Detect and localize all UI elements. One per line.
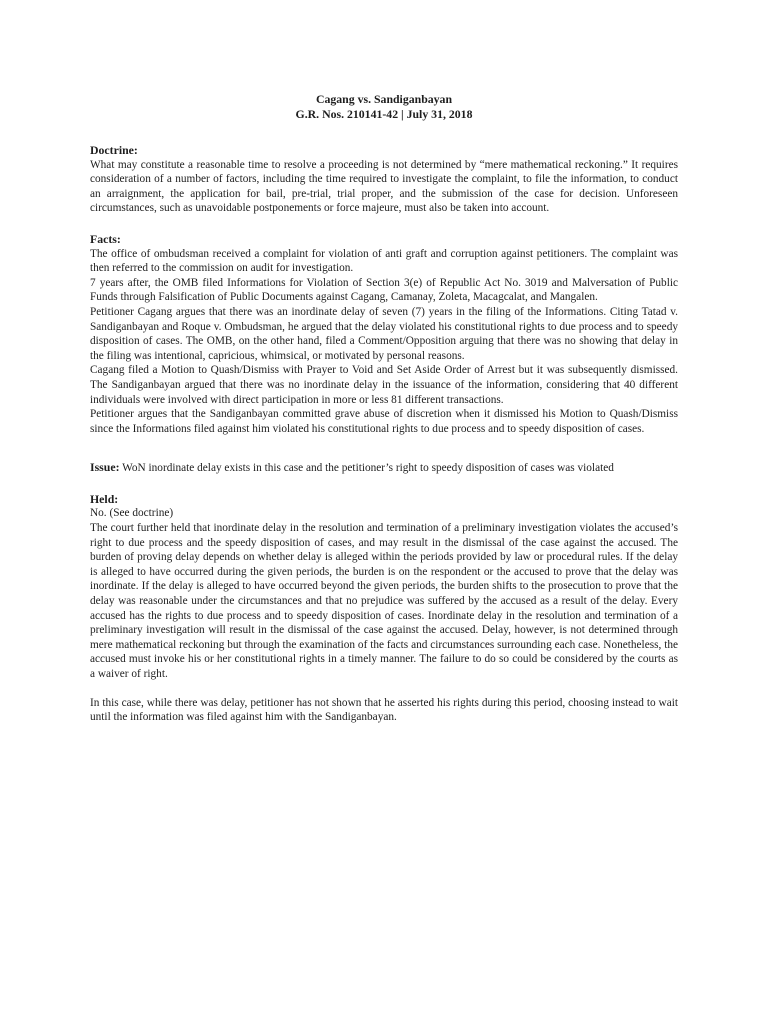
doctrine-heading: Doctrine: xyxy=(90,143,138,157)
doctrine-section xyxy=(90,143,678,216)
title-block xyxy=(90,92,678,122)
held-section xyxy=(90,492,678,725)
issue-section xyxy=(90,460,678,476)
held-answer: No. (See doctrine) xyxy=(90,507,174,520)
issue-line xyxy=(90,460,678,476)
held-paragraph: The court further held that inordinate delay in the resolution and termination of a preliminary investigation violates the accused’s right to due process and the speedy disposition of cases, and may result in the dismissal of the case against the accused. The burden of proving delay depends on whether delay is alleged within the periods provided by law or procedural rules. If the delay is alleged to have occurred during the given periods, the burden is on the respondent or the accused to prove that the delay was inordinate. If the delay is alleged to have occurred beyond the given periods, the burden shifts to the prosecution to prove that the delay was reasonable under the circumstances and that no prejudice was suffered by the accused as a result of the delay. Every accused has the rights to due process and to speedy disposition of cases. Inordinate delay in the resolution and termination of a preliminary investigation will result in the dismissal of the case against the accused. Delay, however, is not determined through mere mathematical reckoning but through the examination of the facts and circumstances surrounding each case. Nonetheless, the accused must invoke his or her constitutional rights in a timely manner. The failure to do so could be considered by the courts as a waiver of right. xyxy=(90,522,678,680)
paragraph-gap xyxy=(90,682,678,696)
facts-paragraph: Petitioner argues that the Sandiganbayan committed grave abuse of discretion when it dismissed his Motion to Quash/Dismiss since the Informations filed against him violated his constitutional rights to due process and to speedy disposition of cases. xyxy=(90,408,678,435)
facts-paragraph: Cagang filed a Motion to Quash/Dismiss with Prayer to Void and Set Aside Order of Arrest but it was subsequently dismissed. The Sandiganbayan argued that there was no inordinate delay in the issuance of the information, considering that 40 different individuals were involved with direct participation in more or less 81 different transactions. xyxy=(90,364,678,406)
held-paragraph: In this case, while there was delay, petitioner has not shown that he asserted his rights during this period, choosing instead to wait until the information was filed against him with the Sandiganbayan. xyxy=(90,696,678,724)
facts-section xyxy=(90,232,678,436)
doctrine-text: What may constitute a reasonable time to resolve a proceeding is not determined by “mere mathematical reckoning.” It requires consideration of a number of factors, including the time required to investigate the complaint, to file the information, to conduct an arraignment, the application for bail, pre-trial, trial proper, and the submission of the case for decision. Unforeseen circumstances, such as unavoidable postponements or force majeure, must also be taken into account. xyxy=(90,158,678,215)
document-page xyxy=(90,92,678,741)
issue-heading: Issue: xyxy=(90,460,120,475)
held-heading: Held: xyxy=(90,491,119,506)
facts-heading: Facts: xyxy=(90,231,121,246)
facts-paragraph: Petitioner Cagang argues that there was an inordinate delay of seven (7) years in the filing of the Informations. Citing Tatad v. Sandiganbayan and Roque v. Ombudsman, he argued that the delay violated his constitutional rights to due process and to speedy disposition of cases. The OMB, on the other hand, filed a Comment/Opposition arguing that there was no showing that delay in the filing was intentional, capricious, whimsical, or motivated by personal reasons. xyxy=(90,305,678,362)
facts-paragraph: 7 years after, the OMB filed Informations for Violation of Section 3(e) of Republic Act No. 3019 and Malversation of Public Funds through Falsification of Public Documents against Cagang, Camanay, Zoleta, Macagcalat, and Mangalen. xyxy=(90,276,678,304)
document-title: Cagang vs. Sandiganbayan xyxy=(315,92,453,106)
issue-text: WoN inordinate delay exists in this case and the petitioner’s right to speedy disposition of cases was violated xyxy=(122,462,614,475)
document-subtitle: G.R. Nos. 210141-42 | July 31, 2018 xyxy=(295,107,473,121)
facts-paragraph: The office of ombudsman received a complaint for violation of anti graft and corruption against petitioners. The complaint was then referred to the commission on audit for investigation. xyxy=(90,247,678,275)
